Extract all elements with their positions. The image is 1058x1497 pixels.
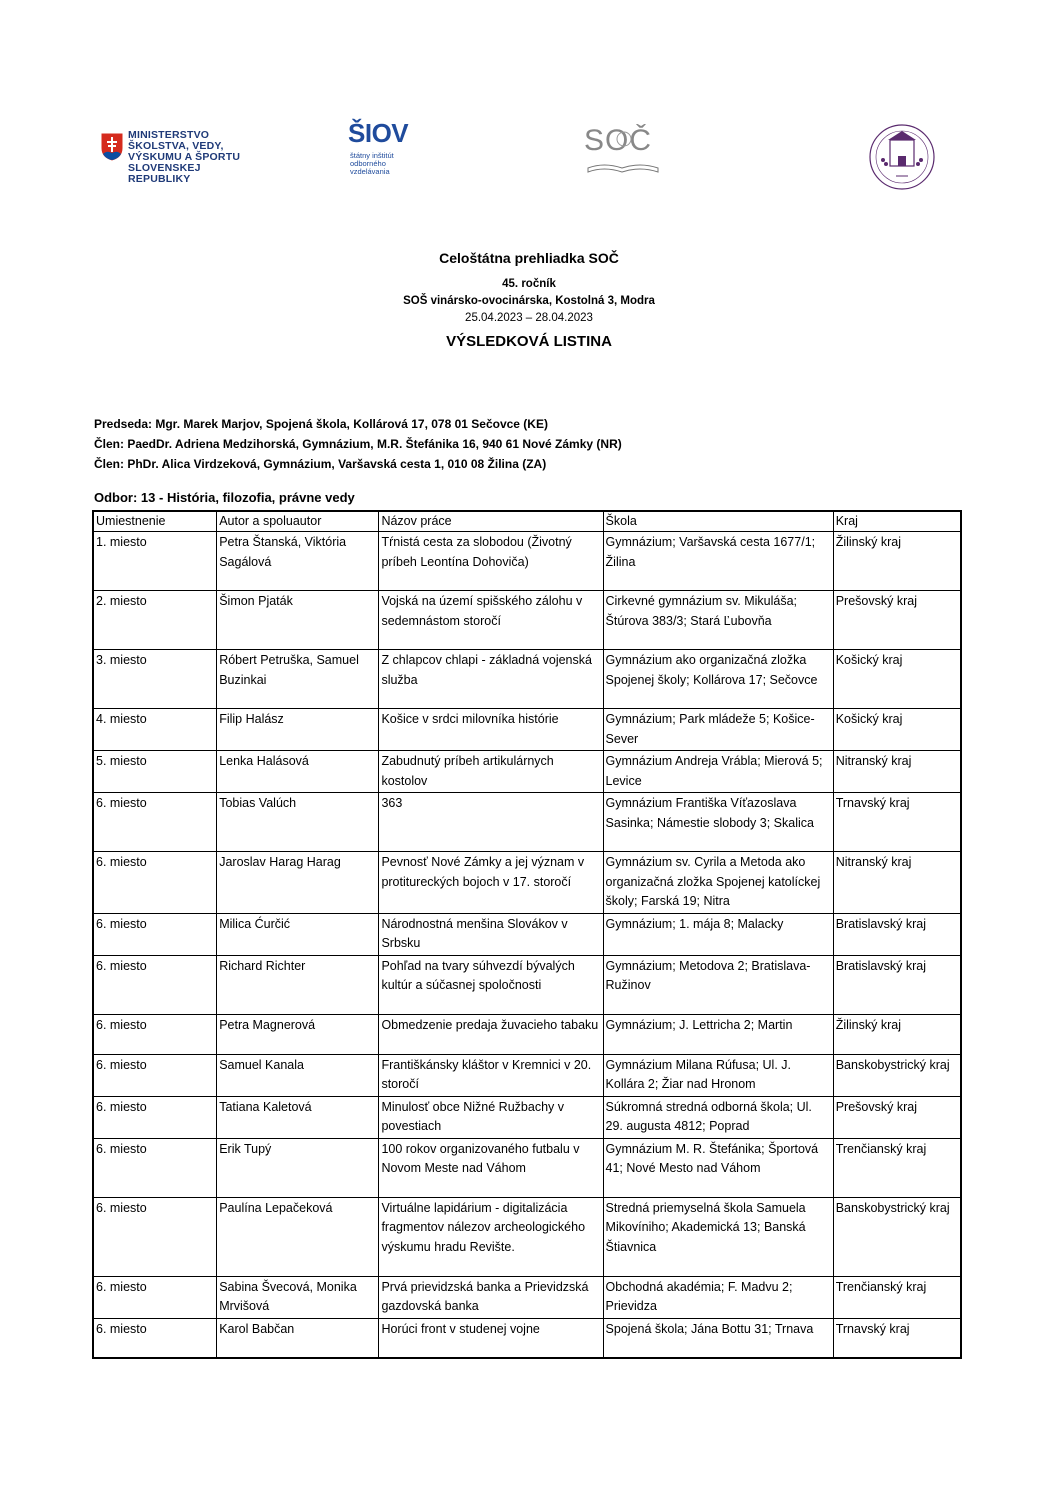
table-row bbox=[93, 793, 961, 852]
cell-author: Tatiana Kaletová bbox=[217, 1096, 379, 1138]
cell-placement: 5. miesto bbox=[93, 751, 217, 793]
cell-region: Košický kraj bbox=[833, 650, 961, 709]
table-row bbox=[93, 852, 961, 914]
cell-placement: 4. miesto bbox=[93, 709, 217, 751]
cell-title: Pevnosť Nové Zámky a jej význam v protitureckých bojoch v 17. storočí bbox=[379, 852, 603, 914]
cell-author: Lenka Halásová bbox=[217, 751, 379, 793]
cell-region: Prešovský kraj bbox=[833, 1096, 961, 1138]
cell-school: Gymnázium; Varšavská cesta 1677/1; Žilina bbox=[603, 532, 833, 591]
ministry-name bbox=[128, 130, 260, 185]
cell-school: Gymnázium Andreja Vrábla; Mierová 5; Levice bbox=[603, 751, 833, 793]
cell-author: Erik Tupý bbox=[217, 1138, 379, 1197]
cell-region: Trnavský kraj bbox=[833, 1318, 961, 1358]
col-header-school: Škola bbox=[603, 511, 833, 532]
cell-placement: 2. miesto bbox=[93, 591, 217, 650]
cell-placement: 6. miesto bbox=[93, 1096, 217, 1138]
cell-region: Trenčianský kraj bbox=[833, 1276, 961, 1318]
cell-title: Horúci front v studenej vojne bbox=[379, 1318, 603, 1358]
cell-region: Žilinský kraj bbox=[833, 1014, 961, 1054]
cell-author: Karol Babčan bbox=[217, 1318, 379, 1358]
table-row bbox=[93, 913, 961, 955]
cell-school: Gymnázium M. R. Štefánika; Športová 41; Nové Mesto nad Váhom bbox=[603, 1138, 833, 1197]
siov-sub-line: štátny inštitút bbox=[350, 151, 394, 160]
cell-author: Richard Richter bbox=[217, 955, 379, 1014]
cell-author: Petra Štanská, Viktória Sagálová bbox=[217, 532, 379, 591]
ministry-logo bbox=[100, 129, 260, 185]
cell-title: Obmedzenie predaja žuvacieho tabaku bbox=[379, 1014, 603, 1054]
cell-title: Košice v srdci milovníka histórie bbox=[379, 709, 603, 751]
table-row bbox=[93, 1197, 961, 1276]
cell-placement: 6. miesto bbox=[93, 852, 217, 914]
cell-school: Spojená škola; Jána Bottu 31; Trnava bbox=[603, 1318, 833, 1358]
cell-region: Košický kraj bbox=[833, 709, 961, 751]
ministry-line: MINISTERSTVO bbox=[128, 129, 210, 141]
ministry-line: ŠKOLSTVA, VEDY, bbox=[128, 140, 224, 152]
cell-placement: 3. miesto bbox=[93, 650, 217, 709]
ministry-line: SLOVENSKEJ REPUBLIKY bbox=[128, 162, 201, 185]
siov-sub-line: vzdelávania bbox=[350, 167, 390, 176]
cell-placement: 6. miesto bbox=[93, 1276, 217, 1318]
cell-title: 100 rokov organizovaného futbalu v Novom Meste nad Váhom bbox=[379, 1138, 603, 1197]
table-row bbox=[93, 1318, 961, 1358]
cell-placement: 6. miesto bbox=[93, 1054, 217, 1096]
cell-school: Gymnázium; Park mládeže 5; Košice-Sever bbox=[603, 709, 833, 751]
slovak-coat-of-arms-icon bbox=[100, 132, 124, 162]
ministry-line: VÝSKUMU A ŠPORTU bbox=[128, 151, 241, 163]
results-table bbox=[92, 510, 962, 1359]
cell-placement: 6. miesto bbox=[93, 1014, 217, 1054]
table-row bbox=[93, 1138, 961, 1197]
cell-title: Tŕnistá cesta za slobodou (Životný príbeh Leontína Dohoviča) bbox=[379, 532, 603, 591]
cell-region: Banskobystrický kraj bbox=[833, 1054, 961, 1096]
cell-author: Róbert Petruška, Samuel Buzinkai bbox=[217, 650, 379, 709]
cell-author: Tobias Valúch bbox=[217, 793, 379, 852]
cell-placement: 1. miesto bbox=[93, 532, 217, 591]
seal-icon bbox=[866, 122, 938, 192]
cell-placement: 6. miesto bbox=[93, 793, 217, 852]
cell-region: Trnavský kraj bbox=[833, 793, 961, 852]
cell-author: Jaroslav Harag Harag bbox=[217, 852, 379, 914]
cell-title: Prvá prievidzská banka a Prievidzská gazdovská banka bbox=[379, 1276, 603, 1318]
cell-school: Cirkevné gymnázium sv. Mikuláša; Štúrova 383/3; Stará Ľubovňa bbox=[603, 591, 833, 650]
cell-author: Šimon Pjaták bbox=[217, 591, 379, 650]
cell-school: Gymnázium; Metodova 2; Bratislava-Ružinov bbox=[603, 955, 833, 1014]
table-row bbox=[93, 751, 961, 793]
cell-region: Trenčianský kraj bbox=[833, 1138, 961, 1197]
table-row bbox=[93, 1276, 961, 1318]
cell-region: Žilinský kraj bbox=[833, 532, 961, 591]
cell-title: Zabudnutý príbeh artikulárnych kostolov bbox=[379, 751, 603, 793]
jury-list bbox=[94, 414, 622, 474]
col-header-placement: Umiestnenie bbox=[93, 511, 217, 532]
open-book-icon bbox=[580, 124, 666, 176]
cell-region: Nitranský kraj bbox=[833, 852, 961, 914]
table-row bbox=[93, 1096, 961, 1138]
table-row bbox=[93, 532, 961, 591]
cell-school: Gymnázium Milana Rúfusa; Ul. J. Kollára 2; Žiar nad Hronom bbox=[603, 1054, 833, 1096]
cell-school: Gymnázium; 1. mája 8; Malacky bbox=[603, 913, 833, 955]
results-heading: VÝSLEDKOVÁ LISTINA bbox=[446, 333, 612, 350]
cell-school: Stredná priemyselná škola Samuela Mikovíniho; Akademická 13; Banská Štiavnica bbox=[603, 1197, 833, 1276]
cell-placement: 6. miesto bbox=[93, 955, 217, 1014]
cell-title: 363 bbox=[379, 793, 603, 852]
soc-name: SOČ bbox=[584, 124, 653, 157]
cell-title: Minulosť obce Nižné Ružbachy v povestiach bbox=[379, 1096, 603, 1138]
table-row bbox=[93, 650, 961, 709]
cell-school: Gymnázium; J. Lettricha 2; Martin bbox=[603, 1014, 833, 1054]
cell-school: Súkromná stredná odborná škola; Ul. 29. augusta 4812; Poprad bbox=[603, 1096, 833, 1138]
cell-title: Z chlapcov chlapi - základná vojenská služba bbox=[379, 650, 603, 709]
table-row bbox=[93, 591, 961, 650]
cell-author: Milica Ćurčić bbox=[217, 913, 379, 955]
cell-title: Františkánsky kláštor v Kremnici v 20. storočí bbox=[379, 1054, 603, 1096]
cell-author: Filip Halász bbox=[217, 709, 379, 751]
cell-placement: 6. miesto bbox=[93, 1197, 217, 1276]
cell-title: Pohľad na tvary súhvezdí bývalých kultúr a súčasnej spoločnosti bbox=[379, 955, 603, 1014]
table-row bbox=[93, 955, 961, 1014]
cell-title: Virtuálne lapidárium - digitalizácia fragmentov nálezov archeologického výskumu hradu Revište. bbox=[379, 1197, 603, 1276]
siov-subtitle bbox=[350, 152, 394, 176]
cell-region: Nitranský kraj bbox=[833, 751, 961, 793]
cell-region: Bratislavský kraj bbox=[833, 913, 961, 955]
table-row bbox=[93, 1054, 961, 1096]
cell-title: Národnostná menšina Slovákov v Srbsku bbox=[379, 913, 603, 955]
col-header-author: Autor a spoluautor bbox=[217, 511, 379, 532]
event-dates: 25.04.2023 – 28.04.2023 bbox=[465, 312, 593, 324]
jury-member: Člen: PhDr. Alica Virdzeková, Gymnázium, Varšavská cesta 1, 010 08 Žilina (ZA) bbox=[94, 457, 547, 471]
cell-author: Samuel Kanala bbox=[217, 1054, 379, 1096]
host-school: SOŠ vinársko-ovocinárska, Kostolná 3, Modra bbox=[403, 295, 655, 307]
field-heading: Odbor: 13 - História, filozofia, právne vedy bbox=[94, 490, 355, 505]
cell-placement: 6. miesto bbox=[93, 1318, 217, 1358]
cell-school: Gymnázium sv. Cyrila a Metoda ako organizačná zložka Spojenej katolíckej školy; Farská 19; Nitra bbox=[603, 852, 833, 914]
cell-school: Obchodná akadémia; F. Madvu 2; Prievidza bbox=[603, 1276, 833, 1318]
siov-logo bbox=[346, 118, 426, 184]
table-row bbox=[93, 709, 961, 751]
modra-school-seal bbox=[866, 122, 938, 192]
soc-logo bbox=[580, 124, 666, 176]
siov-name: ŠIOV bbox=[348, 118, 409, 148]
logo-bar bbox=[0, 118, 1058, 198]
cell-region: Banskobystrický kraj bbox=[833, 1197, 961, 1276]
jury-member: Člen: PaedDr. Adriena Medzihorská, Gymnázium, M.R. Štefánika 16, 940 61 Nové Zámky (NR) bbox=[94, 437, 622, 451]
col-header-region: Kraj bbox=[833, 511, 961, 532]
cell-author: Paulína Lepačeková bbox=[217, 1197, 379, 1276]
cell-school: Gymnázium Františka Víťazoslava Sasinka; Námestie slobody 3; Skalica bbox=[603, 793, 833, 852]
page-title: Celoštátna prehliadka SOČ bbox=[439, 250, 619, 266]
cell-school: Gymnázium ako organizačná zložka Spojenej školy; Kollárova 17; Sečovce bbox=[603, 650, 833, 709]
cell-placement: 6. miesto bbox=[93, 913, 217, 955]
table-row bbox=[93, 1014, 961, 1054]
edition: 45. ročník bbox=[502, 278, 556, 290]
cell-region: Prešovský kraj bbox=[833, 591, 961, 650]
siov-sub-line: odborného bbox=[350, 159, 386, 168]
col-header-title: Názov práce bbox=[379, 511, 603, 532]
cell-region: Bratislavský kraj bbox=[833, 955, 961, 1014]
table-header-row bbox=[93, 511, 961, 532]
jury-chair: Predseda: Mgr. Marek Marjov, Spojená škola, Kollárová 17, 078 01 Sečovce (KE) bbox=[94, 417, 548, 431]
cell-author: Petra Magnerová bbox=[217, 1014, 379, 1054]
cell-title: Vojská na území spišského zálohu v sedemnástom storočí bbox=[379, 591, 603, 650]
cell-author: Sabina Švecová, Monika Mrvišová bbox=[217, 1276, 379, 1318]
cell-placement: 6. miesto bbox=[93, 1138, 217, 1197]
